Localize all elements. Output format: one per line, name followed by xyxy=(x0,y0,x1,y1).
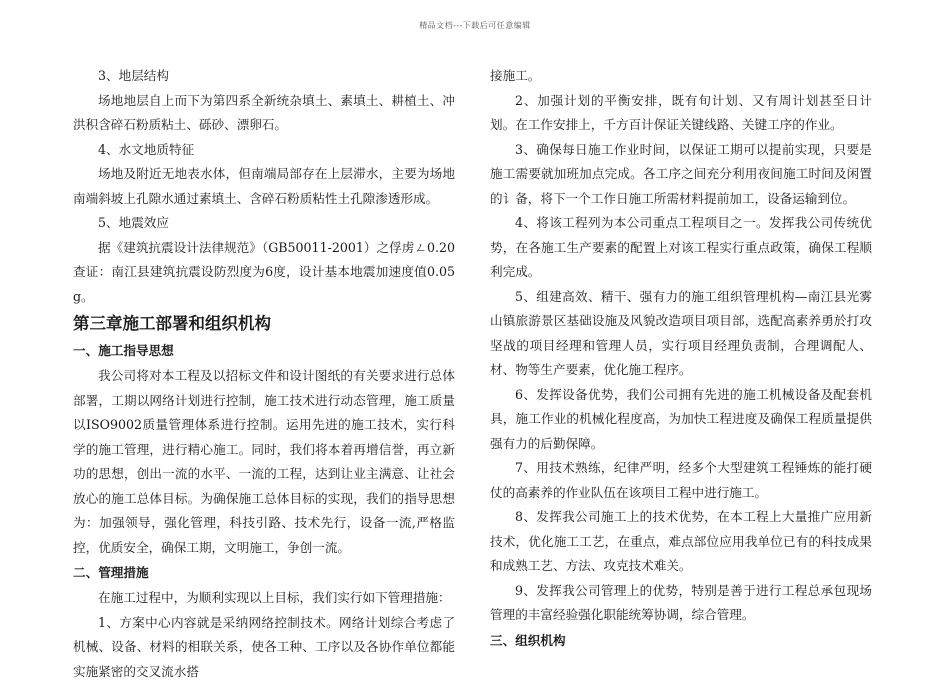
paragraph-seismic: 据《建筑抗震设计法律规范》（GB50011-2001）之俘虏ㄥ0.20查证：南江县建筑抗震设防烈度为6度，设计基本地震加速度值0.05g。 xyxy=(73,236,455,310)
section-management-title: 二、管理措施 xyxy=(73,560,455,586)
management-item-1: 1、方案中心内容就是采纳网络控制技术。网络计划综合考虑了机械、设备、材料的相联关系，使各工种、工序以及各协作单位都能实施紧密的交叉流水搭 xyxy=(73,611,455,684)
heading-hydrology: 4、水文地质特征 xyxy=(73,138,455,163)
management-item-4: 4、将该工程列为本公司重点工程项目之一。发挥我公司传统优势，在各施工生产要素的配置上对该工程实行重点政策，确保工程顺利完成。 xyxy=(490,211,872,285)
management-item-8: 8、发挥我公司施工上的技术优势，在本工程上大量推广应用新技术，优化施工工艺，在重点，难点部位应用我单位已有的科技成果和成熟工艺、方法、攻克技术难关。 xyxy=(490,505,872,579)
management-item-1-continued: 接施工。 xyxy=(490,64,872,89)
section-organization-title: 三、组织机构 xyxy=(490,628,872,654)
left-column xyxy=(73,64,455,684)
management-item-9: 9、发挥我公司管理上的优势，特别是善于进行工程总承包现场管理的丰富经验强化职能统筹协调，综合管理。 xyxy=(490,579,872,628)
management-item-7: 7、用技术熟练，纪律严明，经多个大型建筑工程锤炼的能打硬仗的高素养的作业队伍在该项目工程中进行施工。 xyxy=(490,456,872,505)
section-guiding-ideas-title: 一、施工指导思想 xyxy=(73,338,455,364)
paragraph-guiding-ideas: 我公司将对本工程及以招标文件和设计图纸的有关要求进行总体部署，工期以网络计划进行控制，施工技术进行动态管理，施工质量以ISO9002质量管理体系进行控制。运用先进的施工技术，实行科学的施工管理，进行精心施工。同时，我们将本着再增信誉，再立新功的思想，创出一流的水平、一流的工程，达到让业主满意、让社会放心的施工总体目标。为确保施工总体目标的实现，我们的指导思想为：加强领导，强化管理，科技引路、技术先行，设备一流,严格监控，优质安全，确保工期，文明施工，争创一流。 xyxy=(73,364,455,560)
paragraph-management-intro: 在施工过程中，为顺利实现以上目标，我们实行如下管理措施： xyxy=(73,586,455,611)
page-header: 精品文档---下载后可任意编辑 xyxy=(0,20,950,31)
heading-seismic: 5、地震效应 xyxy=(73,211,455,236)
management-item-5: 5、组建高效、精干、强有力的施工组织管理机构—南江县光雾山镇旅游景区基础设施及风貌改造项目项目部，选配高素养勇於打攻坚战的项目经理和管理人员，实行项目经理负责制，合理调配人、材、物等生产要素，优化施工程序。 xyxy=(490,285,872,383)
right-column xyxy=(490,64,872,654)
paragraph-geology: 场地地层自上而下为第四系全新统杂填土、素填土、耕植土、冲洪积含碎石粉质粘土、砾砂、漂卵石。 xyxy=(73,89,455,138)
management-item-2: 2、加强计划的平衡安排，既有旬计划、又有周计划甚至日计划。在工作安排上，千方百计保证关键线路、关键工序的作业。 xyxy=(490,89,872,138)
management-item-3: 3、确保每日施工作业时间，以保证工期可以提前实现，只要是施工需要就加班加点完成。各工序之间充分利用夜间施工时间及闲置的讠备，将下一个工作日施工所需材料提前加工，设备运输到位。 xyxy=(490,138,872,212)
chapter-title: 第三章施工部署和组织机构 xyxy=(73,310,455,338)
heading-geology: 3、地层结构 xyxy=(73,64,455,89)
paragraph-hydrology: 场地及附近无地表水体，但南端局部存在上层滞水，主要为场地南端斜坡上孔隙水通过素填土、含碎石粉质粘性土孔隙渗透形成。 xyxy=(73,162,455,211)
management-item-6: 6、发挥设备优势，我们公司拥有先进的施工机械设备及配套机具，施工作业的机械化程度高，为加快工程进度及确保工程质量提供强有力的后勤保障。 xyxy=(490,383,872,457)
